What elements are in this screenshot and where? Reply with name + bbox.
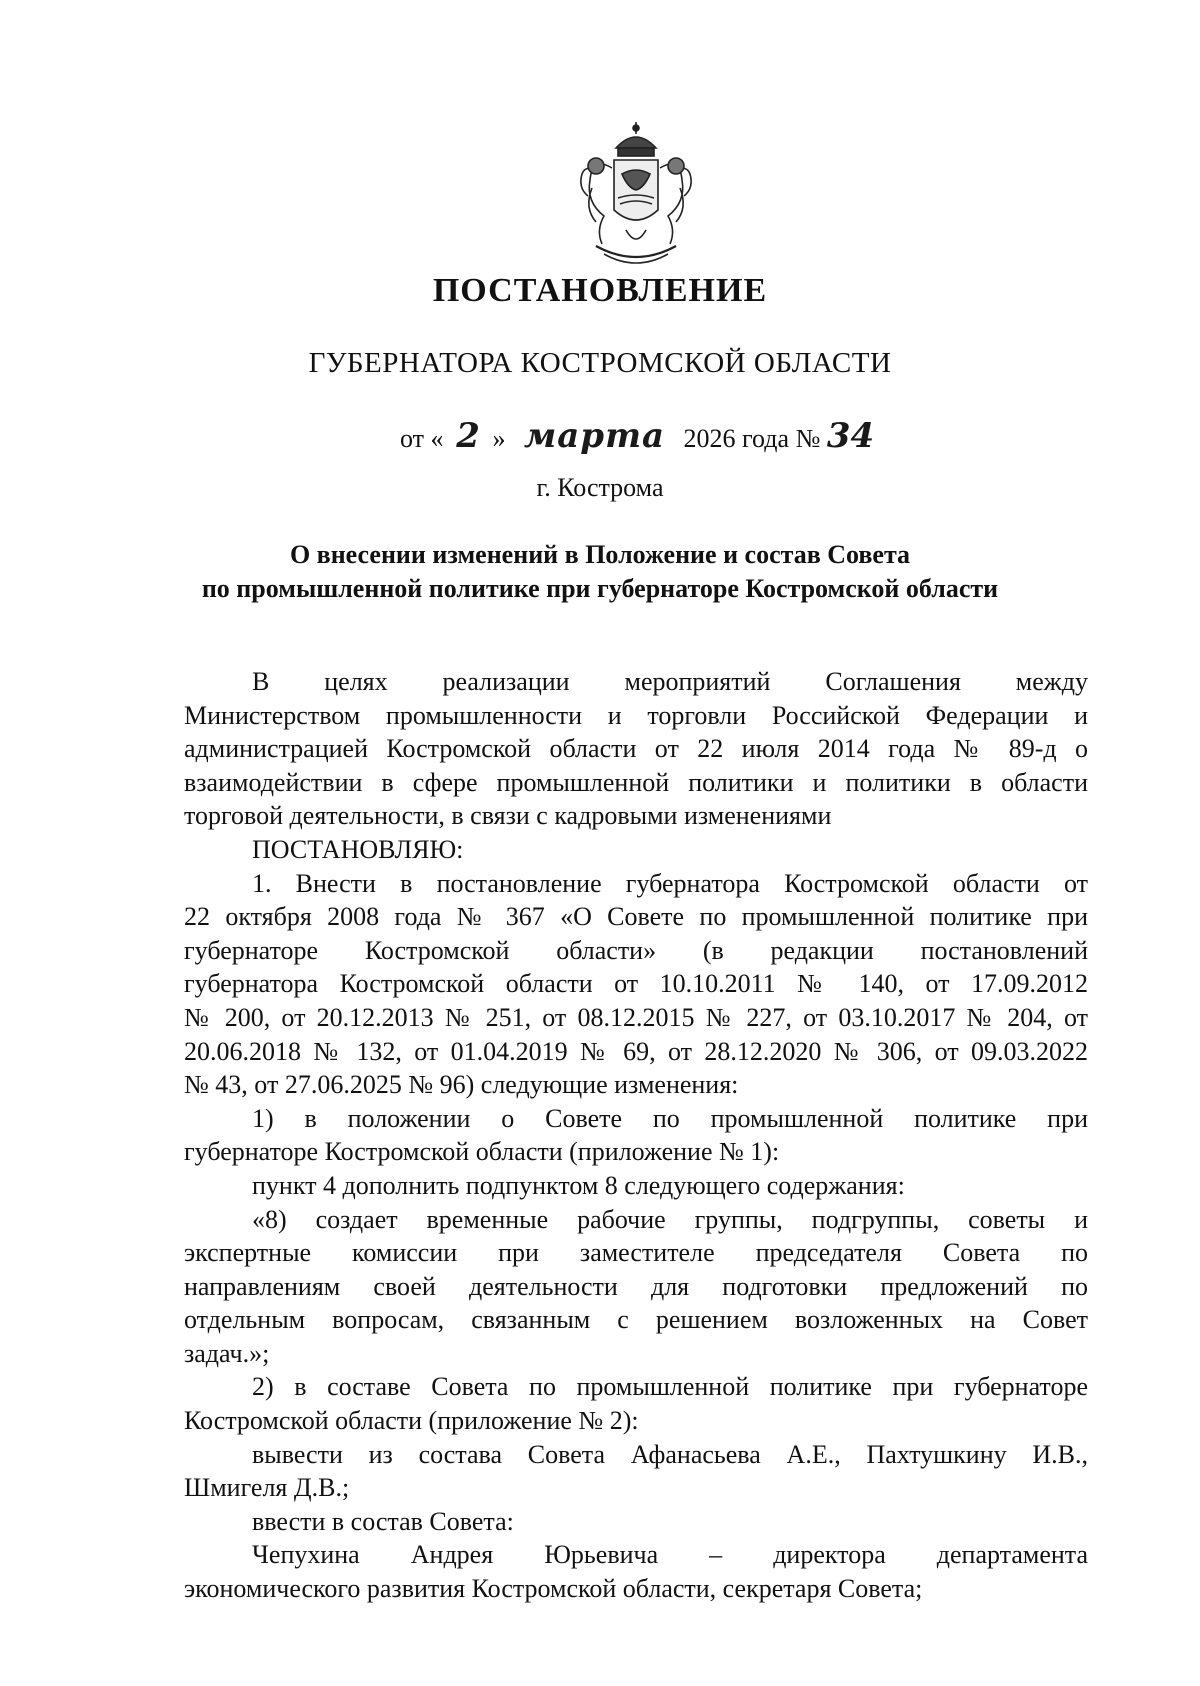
body-line: взаимодействии в сфере промышленной политики и политики в области (184, 767, 1088, 797)
body-line: экономического развития Костромской области, секретаря Совета; (184, 1574, 923, 1604)
date-month-handwritten: марта (523, 416, 666, 456)
date-year-text: 2026 года № (683, 424, 821, 453)
body-line: губернатора Костромской области от 10.10.2011 № 140, от 17.09.2012 (184, 969, 1088, 999)
body-line: 20.06.2018 № 132, от 01.04.2019 № 69, от 28.12.2020 № 306, от 09.03.2022 (184, 1036, 1088, 1066)
body-line: экспертные комиссии при заместителе председателя Совета по (184, 1238, 1088, 1268)
date-day-handwritten: 2 (456, 416, 480, 456)
body-line: Костромской области (приложение № 2): (184, 1406, 639, 1436)
date-prefix: от « (400, 424, 444, 453)
heading-line-2: по промышленной политике при губернаторе Костромской области (201, 574, 999, 603)
body-line-decree: ПОСТАНОВЛЯЮ: (252, 834, 464, 864)
issuer-subtitle: ГУБЕРНАТОРА КОСТРОМСКОЙ ОБЛАСТИ (308, 347, 892, 379)
body-line: задач.»; (184, 1338, 270, 1368)
city: г. Кострома (536, 473, 664, 502)
body-line: губернаторе Костромской области (приложение № 1): (184, 1137, 780, 1167)
body-line: Чепухина Андрея Юрьевича – директора департамента (252, 1540, 1088, 1570)
body-line: В целях реализации мероприятий Соглашения между (252, 667, 1088, 696)
body-line: торговой деятельности, в связи с кадровыми изменениями (184, 801, 832, 831)
body-line: администрацией Костромской области от 22 июля 2014 года № 89-д о (184, 734, 1088, 764)
body-line: 2) в составе Совета по промышленной политике при губернаторе (252, 1372, 1088, 1402)
body-line: № 200, от 20.12.2013 № 251, от 08.12.2015 № 227, от 03.10.2017 № 204, от (184, 1002, 1088, 1032)
document-number-handwritten: 34 (826, 416, 875, 456)
coat-of-arms-emblem (556, 118, 716, 278)
body-line: губернаторе Костромской области» (в редакции постановлений (184, 935, 1088, 965)
body-line: Министерством промышленности и торговли Российской Федерации и (184, 700, 1088, 730)
heading-line-1: О внесении изменений в Положение и состав Совета (289, 540, 911, 569)
body-line: 22 октября 2008 года № 367 «О Совете по промышленной политике при (184, 902, 1088, 932)
body-line: Шмигеля Д.В.; (184, 1473, 350, 1503)
date-mid: » (492, 424, 506, 453)
body-line: 1) в положении о Совете по промышленной политике при (252, 1103, 1088, 1133)
date-line (400, 416, 875, 456)
body-line: направлениям своей деятельности для подготовки предложений по (184, 1271, 1088, 1301)
document-body (184, 665, 1088, 1606)
body-line: ввести в состав Совета: (252, 1506, 514, 1536)
body-line: № 43, от 27.06.2025 № 96) следующие изменения: (184, 1070, 739, 1100)
body-line: отдельным вопросам, связанным с решением возложенных на Совет (184, 1305, 1088, 1335)
body-line: вывести из состава Совета Афанасьева А.Е., Пахтушкину И.В., (252, 1439, 1088, 1469)
document-type-title: ПОСТАНОВЛЕНИЕ (432, 272, 768, 309)
body-line: 1. Внести в постановление губернатора Костромской области от (252, 868, 1088, 898)
document-heading (0, 538, 1200, 606)
body-line: пункт 4 дополнить подпунктом 8 следующего содержания: (252, 1170, 905, 1200)
body-line: «8) создает временные рабочие группы, подгруппы, советы и (252, 1204, 1088, 1234)
